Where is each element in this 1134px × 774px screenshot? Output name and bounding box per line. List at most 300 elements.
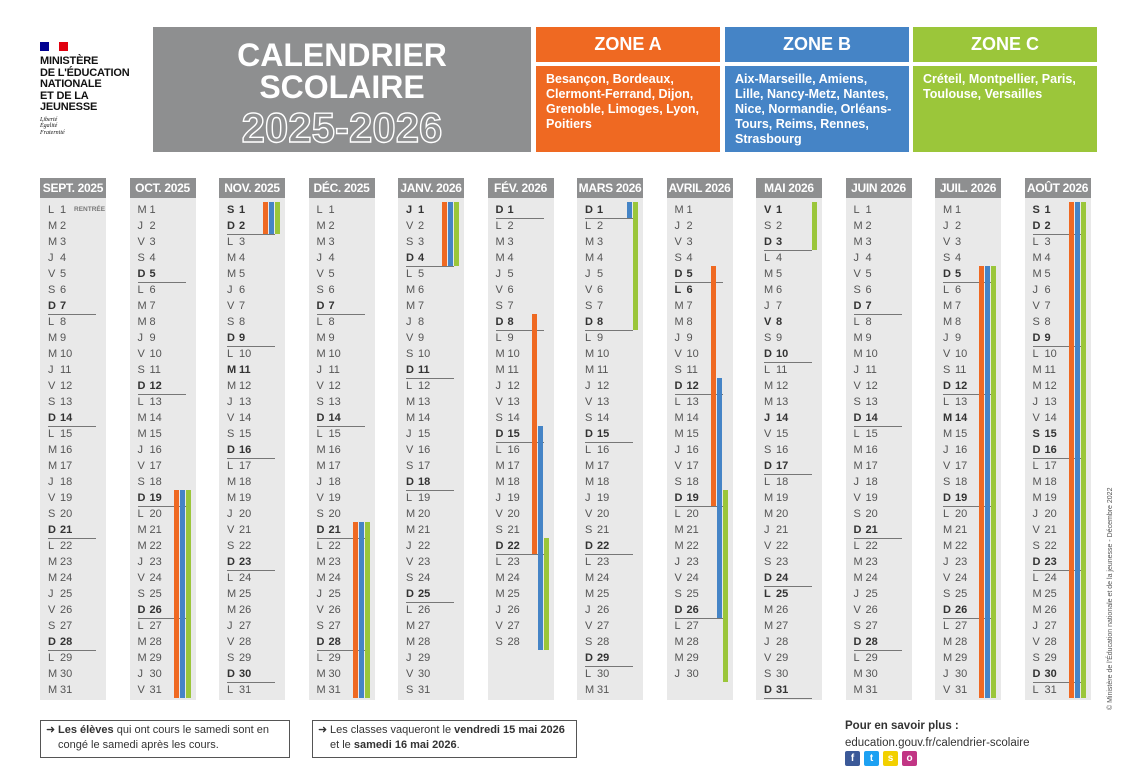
day-row <box>943 218 991 234</box>
weekday-letter: D <box>853 412 862 424</box>
weekday-letter: V <box>764 540 772 552</box>
day-row <box>675 522 723 538</box>
day-row <box>227 298 275 314</box>
weekday-letter: S <box>406 460 414 472</box>
day-number: 25 <box>597 588 610 600</box>
day-number: 29 <box>1044 652 1057 664</box>
weekday-letter: V <box>1032 636 1040 648</box>
day-row <box>406 618 454 634</box>
weekday-letter: L <box>1032 684 1039 696</box>
day-number: 19 <box>597 492 610 504</box>
holiday-bar-zone-c <box>365 522 370 698</box>
day-number: 26 <box>328 604 341 616</box>
weekday-letter: L <box>48 316 55 328</box>
weekday-letter: V <box>48 492 56 504</box>
more-info-title: Pour en savoir plus : <box>845 720 959 732</box>
day-row <box>227 634 275 650</box>
weekday-letter: S <box>674 588 682 600</box>
day-number: 19 <box>1044 492 1057 504</box>
day-row <box>227 474 275 490</box>
day-number: 11 <box>865 364 877 376</box>
weekday-letter: D <box>943 604 951 616</box>
day-number: 28 <box>418 636 431 648</box>
day-number: 19 <box>955 492 968 504</box>
school-year: 2025-2026 <box>241 104 443 151</box>
day-row <box>48 458 96 474</box>
day-number: 11 <box>328 364 340 376</box>
weekday-letter: V <box>764 316 772 328</box>
day-row <box>48 570 96 586</box>
day-number: 30 <box>239 668 252 680</box>
day-number: 17 <box>60 460 73 472</box>
day-row <box>854 650 902 666</box>
weekday-letter: J <box>227 620 233 632</box>
weekday-letter: J <box>585 268 591 280</box>
month-column <box>398 178 464 700</box>
day-number: 13 <box>865 396 878 408</box>
weekday-letter: M <box>674 540 684 552</box>
weekday-letter: D <box>406 364 414 376</box>
day-number: 21 <box>865 524 878 536</box>
weekday-letter: L <box>406 380 413 392</box>
day-row <box>48 506 96 522</box>
weekday-letter: M <box>674 652 684 664</box>
day-number: 20 <box>955 508 968 520</box>
day-row <box>585 442 633 458</box>
weekday-letter: D <box>48 636 56 648</box>
day-row <box>764 554 812 570</box>
weekday-letter: L <box>764 588 771 600</box>
day-row <box>764 602 812 618</box>
day-number: 3 <box>1044 236 1051 248</box>
weekday-letter: V <box>764 652 772 664</box>
weekday-letter: D <box>227 444 235 456</box>
day-number: 6 <box>1044 284 1051 296</box>
day-number: 17 <box>955 460 968 472</box>
day-number: 2 <box>418 220 425 232</box>
weekday-letter: S <box>585 636 593 648</box>
day-number: 6 <box>149 284 156 296</box>
weekday-letter: V <box>495 508 503 520</box>
day-row <box>585 682 633 698</box>
day-row <box>48 426 96 442</box>
weekday-letter: L <box>1032 460 1039 472</box>
day-number: 19 <box>776 492 789 504</box>
day-number: 30 <box>328 668 341 680</box>
day-row <box>854 346 902 362</box>
weekday-letter: L <box>585 332 592 344</box>
day-row <box>317 314 365 330</box>
instagram-icon[interactable]: o <box>902 751 917 766</box>
weekday-letter: S <box>227 428 235 440</box>
weekday-letter: V <box>943 460 951 472</box>
month-header: JANV. 2026 <box>398 178 464 198</box>
day-number: 1 <box>955 204 962 216</box>
weekday-letter: J <box>316 588 322 600</box>
day-number: 2 <box>865 220 872 232</box>
day-number: 16 <box>1044 444 1057 456</box>
day-number: 23 <box>686 556 699 568</box>
day-number: 25 <box>239 588 252 600</box>
weekday-letter: L <box>1032 348 1039 360</box>
weekday-letter: M <box>227 364 237 376</box>
weekday-letter: M <box>406 508 416 520</box>
day-number: 31 <box>955 684 968 696</box>
day-number: 17 <box>239 460 252 472</box>
weekday-letter: V <box>674 460 682 472</box>
day-number: 27 <box>149 620 162 632</box>
day-row <box>585 650 633 667</box>
day-number: 28 <box>597 636 610 648</box>
weekday-letter: J <box>227 508 233 520</box>
day-number: 14 <box>776 412 789 424</box>
day-number: 7 <box>1044 300 1051 312</box>
weekday-letter: D <box>674 268 683 280</box>
day-number: 22 <box>60 540 73 552</box>
weekday-letter: L <box>137 284 144 296</box>
day-number: 2 <box>955 220 962 232</box>
day-row <box>585 554 633 570</box>
weekday-letter: V <box>764 428 772 440</box>
day-row <box>48 442 96 458</box>
day-number: 17 <box>1044 460 1057 472</box>
weekday-letter: L <box>137 620 144 632</box>
day-row <box>764 250 812 266</box>
weekday-letter: D <box>48 524 56 536</box>
day-number: 24 <box>149 572 162 584</box>
day-number: 12 <box>149 380 162 392</box>
weekday-letter: J <box>137 556 143 568</box>
day-row <box>317 250 365 266</box>
weekday-letter: S <box>764 332 772 344</box>
day-number: 22 <box>239 540 252 552</box>
weekday-letter: S <box>853 284 861 296</box>
weekday-letter: M <box>853 332 863 344</box>
day-number: 14 <box>60 412 73 424</box>
day-number: 31 <box>149 684 162 696</box>
day-number: 8 <box>239 316 246 328</box>
day-number: 10 <box>776 348 789 360</box>
weekday-letter: D <box>495 540 504 552</box>
day-row <box>48 602 96 618</box>
day-row <box>48 362 96 378</box>
day-number: 14 <box>686 412 699 424</box>
weekday-letter: M <box>853 684 863 696</box>
day-number: 8 <box>597 316 604 328</box>
day-row <box>585 346 633 362</box>
day-row <box>764 538 812 554</box>
day-row <box>585 586 633 602</box>
weekday-letter: L <box>227 236 234 248</box>
day-row <box>317 410 365 427</box>
weekday-letter: M <box>853 572 863 584</box>
month-header: AVRIL 2026 <box>667 178 733 198</box>
day-number: 22 <box>776 540 789 552</box>
day-row <box>317 378 365 394</box>
weekday-letter: M <box>406 396 416 408</box>
weekday-letter: M <box>764 284 774 296</box>
saturday-note <box>40 720 290 758</box>
weekday-letter: L <box>48 204 55 216</box>
day-row <box>227 602 275 618</box>
day-number: 20 <box>776 508 789 520</box>
holiday-bar-zone-c <box>723 490 728 682</box>
weekday-letter: S <box>943 364 951 376</box>
day-number: 28 <box>328 636 341 648</box>
day-number: 31 <box>418 684 431 696</box>
day-number: 14 <box>507 412 520 424</box>
weekday-letter: J <box>137 668 143 680</box>
weekday-letter: M <box>1032 604 1042 616</box>
day-number: 18 <box>507 476 520 488</box>
weekday-letter: L <box>585 556 592 568</box>
snapchat-icon[interactable]: s <box>883 751 898 766</box>
weekday-letter: M <box>495 572 505 584</box>
day-number: 14 <box>597 412 610 424</box>
day-number: 2 <box>597 220 604 232</box>
day-number: 8 <box>328 316 335 328</box>
weekday-letter: L <box>137 508 144 520</box>
weekday-letter: S <box>495 300 503 312</box>
day-number: 1 <box>239 204 246 216</box>
day-row <box>48 298 96 315</box>
day-number: 16 <box>686 444 699 456</box>
day-number: 26 <box>239 604 252 616</box>
day-number: 3 <box>955 236 962 248</box>
weekday-letter: J <box>674 668 680 680</box>
weekday-letter: M <box>316 572 326 584</box>
weekday-letter: M <box>853 348 863 360</box>
weekday-letter: J <box>764 300 770 312</box>
day-row <box>496 266 544 282</box>
day-row <box>496 202 544 219</box>
day-number: 23 <box>328 556 341 568</box>
day-number: 4 <box>597 252 604 264</box>
day-row <box>48 538 96 554</box>
day-number: 10 <box>507 348 520 360</box>
day-number: 11 <box>955 364 967 376</box>
weekday-letter: L <box>227 572 234 584</box>
weekday-letter: M <box>495 348 505 360</box>
weekday-letter: V <box>674 236 682 248</box>
day-row <box>585 298 633 314</box>
weekday-letter: M <box>764 508 774 520</box>
day-row <box>675 538 723 554</box>
day-row <box>675 586 723 602</box>
day-row <box>764 330 812 346</box>
day-row <box>764 346 812 363</box>
day-number: 13 <box>60 396 73 408</box>
weekday-letter: J <box>853 588 859 600</box>
day-number: 21 <box>239 524 252 536</box>
twitter-icon[interactable]: t <box>864 751 879 766</box>
day-number: 12 <box>239 380 252 392</box>
day-number: 7 <box>507 300 514 312</box>
weekday-letter: V <box>48 380 56 392</box>
day-number: 30 <box>1044 668 1057 680</box>
weekday-letter: M <box>943 204 953 216</box>
day-row <box>675 250 723 266</box>
day-number: 7 <box>149 300 156 312</box>
day-number: 2 <box>60 220 67 232</box>
weekday-letter: V <box>585 508 593 520</box>
weekday-letter: J <box>1032 508 1038 520</box>
weekday-letter: M <box>674 412 684 424</box>
day-row <box>496 218 544 234</box>
weekday-letter: J <box>585 604 591 616</box>
day-number: 9 <box>776 332 783 344</box>
day-number: 28 <box>149 636 162 648</box>
month-column <box>1025 178 1091 700</box>
day-row <box>138 458 186 474</box>
day-row <box>406 426 454 442</box>
facebook-icon[interactable]: f <box>845 751 860 766</box>
weekday-letter: M <box>406 412 416 424</box>
weekday-letter: L <box>674 284 682 296</box>
day-row <box>48 330 96 346</box>
weekday-letter: D <box>764 460 772 472</box>
weekday-letter: M <box>137 652 147 664</box>
marianne-flag-icon <box>40 42 68 51</box>
weekday-letter: D <box>585 428 593 440</box>
weekday-letter: D <box>227 220 235 232</box>
weekday-letter: M <box>943 652 953 664</box>
day-number: 25 <box>776 588 789 600</box>
day-number: 29 <box>597 652 610 664</box>
day-number: 2 <box>328 220 335 232</box>
day-row <box>317 330 365 346</box>
social-links <box>845 751 917 766</box>
weekday-letter: D <box>406 252 414 264</box>
weekday-letter: V <box>1032 300 1040 312</box>
day-number: 10 <box>1044 348 1057 360</box>
day-number: 24 <box>60 572 73 584</box>
day-row <box>585 538 633 555</box>
day-row <box>48 490 96 506</box>
more-info <box>845 718 1030 752</box>
day-number: 12 <box>507 380 520 392</box>
holiday-bar-zone-a <box>979 266 984 698</box>
day-row <box>854 666 902 682</box>
weekday-letter: J <box>495 604 501 616</box>
weekday-letter: L <box>495 444 502 456</box>
weekday-letter: J <box>585 380 591 392</box>
weekday-letter: M <box>674 204 684 216</box>
holiday-bar-zone-c <box>186 490 191 698</box>
weekday-letter: S <box>48 508 56 520</box>
weekday-letter: L <box>674 396 681 408</box>
day-number: 22 <box>865 540 878 552</box>
weekday-letter: L <box>943 396 950 408</box>
month-column <box>577 178 643 700</box>
day-number: 29 <box>955 652 968 664</box>
weekday-letter: S <box>227 316 235 328</box>
month-column <box>667 178 733 700</box>
weekday-letter: S <box>137 252 145 264</box>
weekday-letter: D <box>495 316 504 328</box>
day-row <box>406 570 454 586</box>
day-number: 27 <box>418 620 431 632</box>
day-row <box>317 266 365 282</box>
weekday-letter: M <box>406 620 416 632</box>
weekday-letter: D <box>674 492 683 504</box>
day-row <box>227 666 275 683</box>
holiday-bar-zone-c <box>454 202 459 266</box>
weekday-letter: V <box>48 268 56 280</box>
day-row <box>585 378 633 394</box>
weekday-letter: M <box>764 620 774 632</box>
day-row <box>854 298 902 315</box>
day-row <box>406 362 454 379</box>
weekday-letter: V <box>943 236 951 248</box>
day-number: 5 <box>865 268 872 280</box>
day-number: 8 <box>1044 316 1051 328</box>
weekday-letter: D <box>853 300 862 312</box>
day-number: 19 <box>686 492 699 504</box>
weekday-letter: V <box>495 620 503 632</box>
month-column <box>309 178 375 700</box>
day-number: 26 <box>865 604 878 616</box>
day-row <box>854 538 902 554</box>
day-row <box>138 362 186 378</box>
holiday-bar-zone-b <box>1075 202 1080 698</box>
weekday-letter: L <box>316 316 323 328</box>
day-row <box>764 586 812 602</box>
weekday-letter: S <box>1032 316 1040 328</box>
day-row <box>854 378 902 394</box>
weekday-letter: V <box>853 268 861 280</box>
weekday-letter: S <box>764 556 772 568</box>
day-row <box>854 474 902 490</box>
weekday-letter: M <box>227 380 237 392</box>
day-number: 19 <box>418 492 431 504</box>
day-number: 12 <box>597 380 610 392</box>
more-info-link[interactable]: education.gouv.fr/calendrier-scolaire <box>845 737 1030 749</box>
day-row <box>675 218 723 234</box>
day-number: 27 <box>865 620 878 632</box>
day-row <box>854 506 902 522</box>
day-number: 22 <box>955 540 968 552</box>
day-row <box>854 314 902 330</box>
day-number: 1 <box>865 204 872 216</box>
day-row <box>227 378 275 394</box>
day-number: 5 <box>776 268 783 280</box>
weekday-letter: J <box>674 332 680 344</box>
weekday-letter: L <box>227 684 234 696</box>
day-number: 22 <box>328 540 341 552</box>
day-number: 17 <box>418 460 431 472</box>
weekday-letter: M <box>674 524 684 536</box>
day-number: 25 <box>507 588 520 600</box>
weekday-letter: M <box>316 556 326 568</box>
day-number: 20 <box>328 508 341 520</box>
day-row <box>406 650 454 666</box>
day-row <box>138 314 186 330</box>
weekday-letter: J <box>48 364 54 376</box>
weekday-letter: M <box>48 236 58 248</box>
weekday-letter: V <box>227 524 235 536</box>
day-row <box>406 666 454 682</box>
weekday-letter: S <box>316 396 324 408</box>
day-number: 3 <box>776 236 783 248</box>
day-row <box>227 394 275 410</box>
holiday-bar-zone-c <box>633 202 638 330</box>
holiday-bar-zone-c <box>812 202 817 250</box>
month-header: DÉC. 2025 <box>309 178 375 198</box>
weekday-letter: L <box>764 252 771 264</box>
weekday-letter: D <box>137 380 146 392</box>
day-row <box>496 250 544 266</box>
